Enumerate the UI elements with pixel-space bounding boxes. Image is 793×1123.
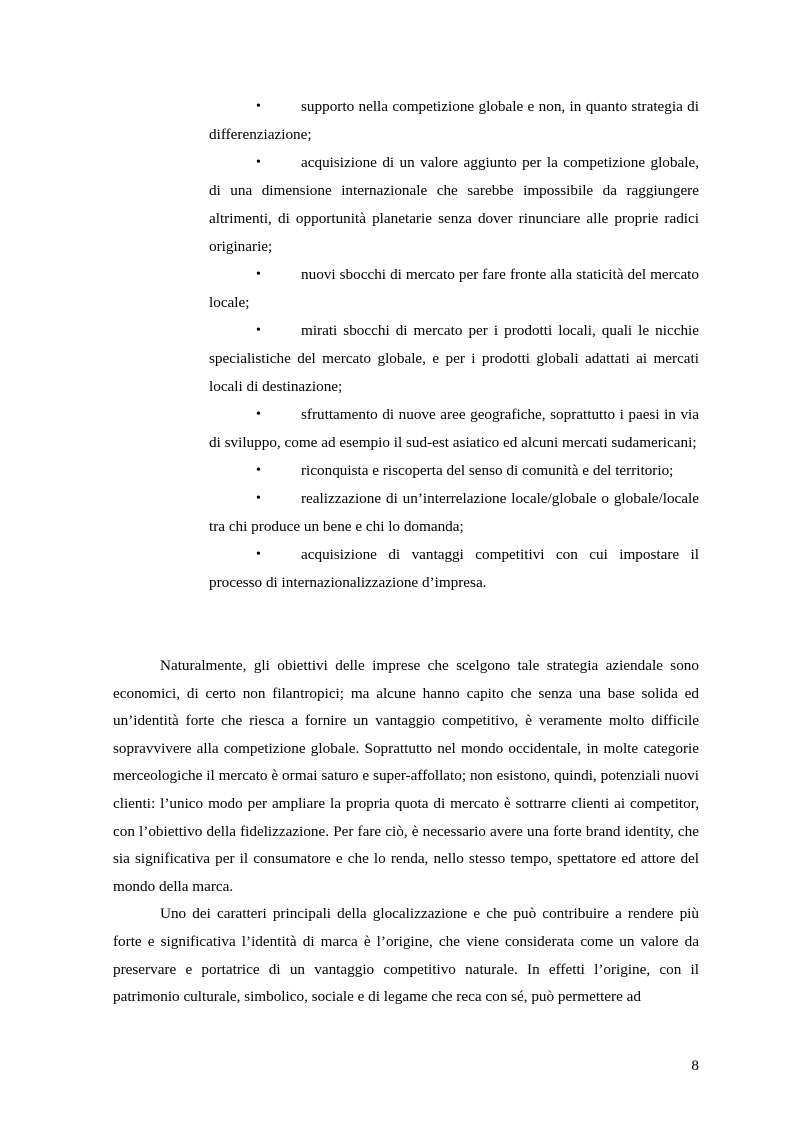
bullet-icon: •: [256, 491, 261, 506]
bullet-item: [209, 317, 699, 401]
body-text: [113, 652, 699, 1011]
bullet-item: [209, 261, 699, 317]
bullet-icon: •: [256, 323, 261, 338]
bullet-text: sfruttamento di nuove aree geografiche, soprattutto i paesi in via di sviluppo, come ad esempio il sud-est asiatico ed alcuni mercati sudamericani;: [209, 406, 699, 451]
bullet-icon: •: [256, 547, 261, 562]
paragraph: Naturalmente, gli obiettivi delle imprese che scelgono tale strategia aziendale sono economici, di certo non filantropici; ma alcune hanno capito che senza una base solida ed un’identità forte che riesca a fornire un vantaggio competitivo, è veramente molto difficile sopravvivere alla competizione globale. Soprattutto nel mondo occidentale, in molte categorie merceologiche il mercato è ormai saturo e super-affollato; non esistono, quindi, potenziali nuovi clienti: l’unico modo per ampliare la propria quota di mercato è sottrarre clienti ai competitor, con l’obiettivo della fidelizzazione. Per fare ciò, è necessario avere una forte brand identity, che sia significativa per il consumatore e che lo renda, nello stesso tempo, spettatore ed attore del mondo della marca.: [113, 657, 699, 895]
advantages-bullet-list: [209, 93, 699, 597]
bullet-text: mirati sbocchi di mercato per i prodotti locali, quali le nicchie specialistiche del mercato globale, e per i prodotti globali adattati ai mercati locali di destinazione;: [209, 322, 699, 395]
bullet-item: [209, 485, 699, 541]
bullet-icon: •: [256, 155, 261, 170]
bullet-text: acquisizione di vantaggi competitivi con cui impostare il processo di internazionalizzazione d’impresa.: [209, 546, 699, 591]
bullet-text: acquisizione di un valore aggiunto per la competizione globale, di una dimensione internazionale che sarebbe impossibile da raggiungere altrimenti, di opportunità planetarie senza dover rinunciare alle proprie radici originarie;: [209, 154, 699, 255]
paragraph: Uno dei caratteri principali della glocalizzazione e che può contribuire a rendere più forte e significativa l’identità di marca è l’origine, che viene considerata come un valore da preservare e portatrice di un vantaggio competitivo naturale. In effetti l’origine, con il patrimonio culturale, simbolico, sociale e di legame che reca con sé, può permettere ad: [113, 905, 699, 1006]
bullet-text: nuovi sbocchi di mercato per fare fronte alla staticità del mercato locale;: [209, 266, 699, 311]
bullet-text: riconquista e riscoperta del senso di comunità e del territorio;: [301, 462, 674, 479]
bullet-text: supporto nella competizione globale e non, in quanto strategia di differenziazione;: [209, 98, 699, 143]
bullet-item: [209, 93, 699, 149]
bullet-item: [209, 149, 699, 261]
bullet-item: [209, 401, 699, 457]
bullet-item: [209, 541, 699, 597]
bullet-icon: •: [256, 407, 261, 422]
bullet-icon: •: [256, 463, 261, 478]
bullet-icon: •: [256, 99, 261, 114]
bullet-item: [209, 457, 699, 485]
page-number: 8: [691, 1057, 699, 1074]
bullet-text: realizzazione di un’interrelazione locale/globale o globale/locale tra chi produce un bene e chi lo domanda;: [209, 490, 699, 535]
bullet-icon: •: [256, 267, 261, 282]
